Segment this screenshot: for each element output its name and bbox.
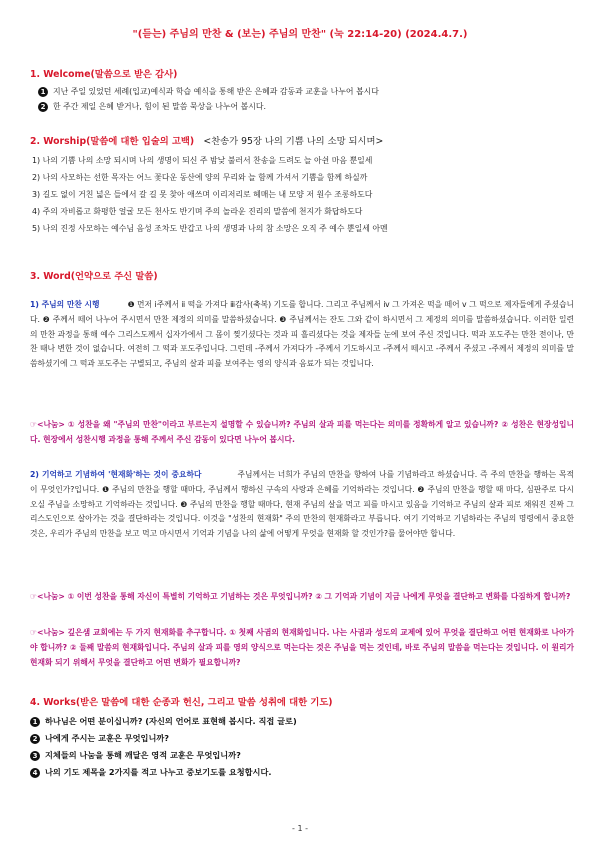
word-paragraph-1 xyxy=(30,298,574,372)
welcome-item-text: 한 주간 제일 은혜 받거나, 힘이 된 말씀 묵상을 나누어 봅시다. xyxy=(53,102,267,111)
welcome-heading: 1. Welcome(말씀으로 받은 감사) xyxy=(30,69,178,80)
word-subheading-1: 1) 주님의 만찬 시행 xyxy=(30,300,100,309)
hymn-verse-3: 3) 길도 없이 거친 넓은 들에서 갈 길 못 찾아 애쓰며 이리저리로 헤매는 내 모양 저 원수 조롱하도다 xyxy=(32,190,373,199)
number-1-badge: 1 xyxy=(30,717,40,727)
works-item-1 xyxy=(30,716,297,727)
word-paragraph-1-text: ❶ 먼저 ⅰ주께서 ⅱ 떡을 가져다 ⅲ감사(축복) 기도를 합니다. 그리고 주님께서 ⅳ 그 가져온 떡을 떼어 ⅴ 그 떡으로 제자들에게 주셨습니다. ❷ 주께서 떼어 나누어 주시면서 만찬 제정의 의미를 말씀하셨습니다. ❸ 주님께서는 잔도 그와 같이 하시면서 그 제정의 의미를 말씀하셨습니다. 이러한 일련의 만찬 과정을 통해 예수 그리스도께서 십자가에서 그 몸이 찢기셨다는 것과 피 흘리셨다는 것을 제자들 눈에 보여 주신 것입니다. 떡과 포도주는 만찬 전이나, 만찬 때나 변한 것이 없습니다. 여전히 그 떡과 포도주입니다. 그런데 -주께서 가져다가 -주께서 기도하시고 -주께서 떼시고 -주께서 주셨고 -주께서 제정의 의미를 말씀하셨기에 그 떡과 포도주는 구별되고, 주님의 살과 피를 보여주는 영의 양식과 음료가 되는 것입니다. xyxy=(30,300,574,369)
works-item-3 xyxy=(30,750,241,761)
number-2-badge: 2 xyxy=(38,102,48,112)
discussion-2: ☞<나눔> ① 이번 성찬을 통해 자신이 특별히 기억하고 기념하는 것은 무엇입니까? ② 그 기억과 기념이 지금 나에게 무엇을 결단하고 변화를 다짐하게 합니까? xyxy=(30,592,571,601)
hymn-verse-2: 2) 나의 사모하는 선한 목자는 어느 꽃다운 동산에 양의 무리와 늘 함께 가셔서 기쁨을 함께 하실까 xyxy=(32,173,368,182)
works-item-text: 지체들의 나눔을 통해 깨달은 영적 교훈은 무엇입니까? xyxy=(45,750,241,760)
works-item-text: 나에게 주시는 교훈은 무엇입니까? xyxy=(45,733,170,743)
page-title: "(듣는) 주님의 만찬 & (보는) 주님의 만찬" (눅 22:14-20) (2024.4.7.) xyxy=(132,29,468,40)
discussion-1: ☞<나눔> ① 성찬을 왜 "주님의 만찬"이라고 부르는지 설명할 수 있습니까? 주님의 살과 피를 먹는다는 의미를 정확하게 알고 있습니까? ② 성찬은 현장성입니다. 현장에서 성찬시행 과정을 통해 주께서 주신 감동이 있다면 나누어 봅시다. xyxy=(30,420,574,444)
word-paragraph-2 xyxy=(30,468,574,542)
works-item-text: 하나님은 어떤 분이십니까? (자신의 언어로 표현해 봅시다. 직접 글로) xyxy=(45,716,297,726)
hymn-verse-4: 4) 주의 자비롭고 화평한 얼굴 모든 천사도 반기며 주의 놀라운 진리의 말씀에 천지가 화답하도다 xyxy=(32,207,363,216)
worship-heading xyxy=(30,133,383,147)
number-3-badge: 3 xyxy=(30,751,40,761)
word-heading: 3. Word(언약으로 주신 말씀) xyxy=(30,271,158,282)
works-item-4 xyxy=(30,767,272,778)
hymn-title: <찬송가 95장 나의 기쁨 나의 소망 되시며> xyxy=(203,136,384,147)
page-number: - 1 - xyxy=(292,824,308,833)
hymn-verse-1: 1) 나의 기쁨 나의 소망 되시며 나의 생명이 되신 주 밤낮 불러서 찬송을 드려도 늘 아쉰 마음 뿐일세 xyxy=(32,156,373,165)
word-subheading-2: 2) 기억하고 기념하여 '현재화'하는 것이 중요하다 xyxy=(30,470,202,479)
word-paragraph-2-text: 주님께서는 너희가 주님의 만찬을 향하여 나를 기념하라고 하셨습니다. 즉 주의 만찬을 행하는 목적이 무엇인가?입니다. ❶ 주님의 만찬을 행할 때마다, 주님께서 행하신 구속의 사랑과 은혜를 기억하라는 것입니다. ❷ 주님의 만찬을 행할 때 마다, 심판주로 다시 오실 주님을 소망하고 기억하라는 것입니다. ❸ 주님의 만찬을 행할 때마다, 현재 주님의 살을 먹고 피를 마시고 있음을 기억하고 주님의 살과 피로 채워진 진짜 그리스도인으로 살아가는 것을 결단하라는 것입니다. 이것을 "성찬의 현재화" 주의 만찬의 현재화라고 부릅니다. 여기 기억하고 기념하라는 주님의 명령에서 중요한 것은, 우리가 주님의 만찬을 보고 먹고 마시면서 기억과 기념을 나의 삶에 어떻게 무엇을 현재화 할 것인가?를 물어야만 합니다. xyxy=(30,470,574,539)
works-item-2 xyxy=(30,733,169,744)
works-heading: 4. Works(받은 말씀에 대한 순종과 헌신, 그리고 말씀 성취에 대한 기도) xyxy=(30,697,333,708)
number-1-badge: 1 xyxy=(38,87,48,97)
hymn-verse-5: 5) 나의 진정 사모하는 예수님 음성 조차도 반갑고 나의 생명과 나의 참 소망은 오직 주 예수 뿐일세 아멘 xyxy=(32,224,388,233)
worship-heading-text: 2. Worship(말씀에 대한 입술의 고백) xyxy=(30,136,195,147)
number-2-badge: 2 xyxy=(30,734,40,744)
discussion-3: ☞<나눔> 깊은샘 교회에는 두 가지 현재화를 추구합니다. ① 첫째 사귐의 현재화입니다. 나는 사귐과 성도의 교제에 있어 무엇을 결단하고 어떤 현재화로 나아가야 합니까? ② 둘째 말씀의 현재화입니다. 주님의 살과 피를 영의 양식으로 먹는다는 것은 주님을 먹는 것인데, 바로 주님의 말씀을 먹는다는 것입니다. 이 원리가 현재화 되기 위해서 무엇을 결단하고 어떤 변화가 필요합니까? xyxy=(30,628,574,667)
number-4-badge: 4 xyxy=(30,768,40,778)
welcome-item-1 xyxy=(38,86,379,97)
works-item-text: 나의 기도 제목을 2가지를 적고 나누고 중보기도를 요청합시다. xyxy=(45,767,272,777)
welcome-item-text: 지난 주일 있었던 세례(입교)예식과 학습 예식을 통해 받은 은혜과 감동과 교훈을 나누어 봅시다 xyxy=(53,87,379,96)
welcome-item-2 xyxy=(38,101,266,112)
